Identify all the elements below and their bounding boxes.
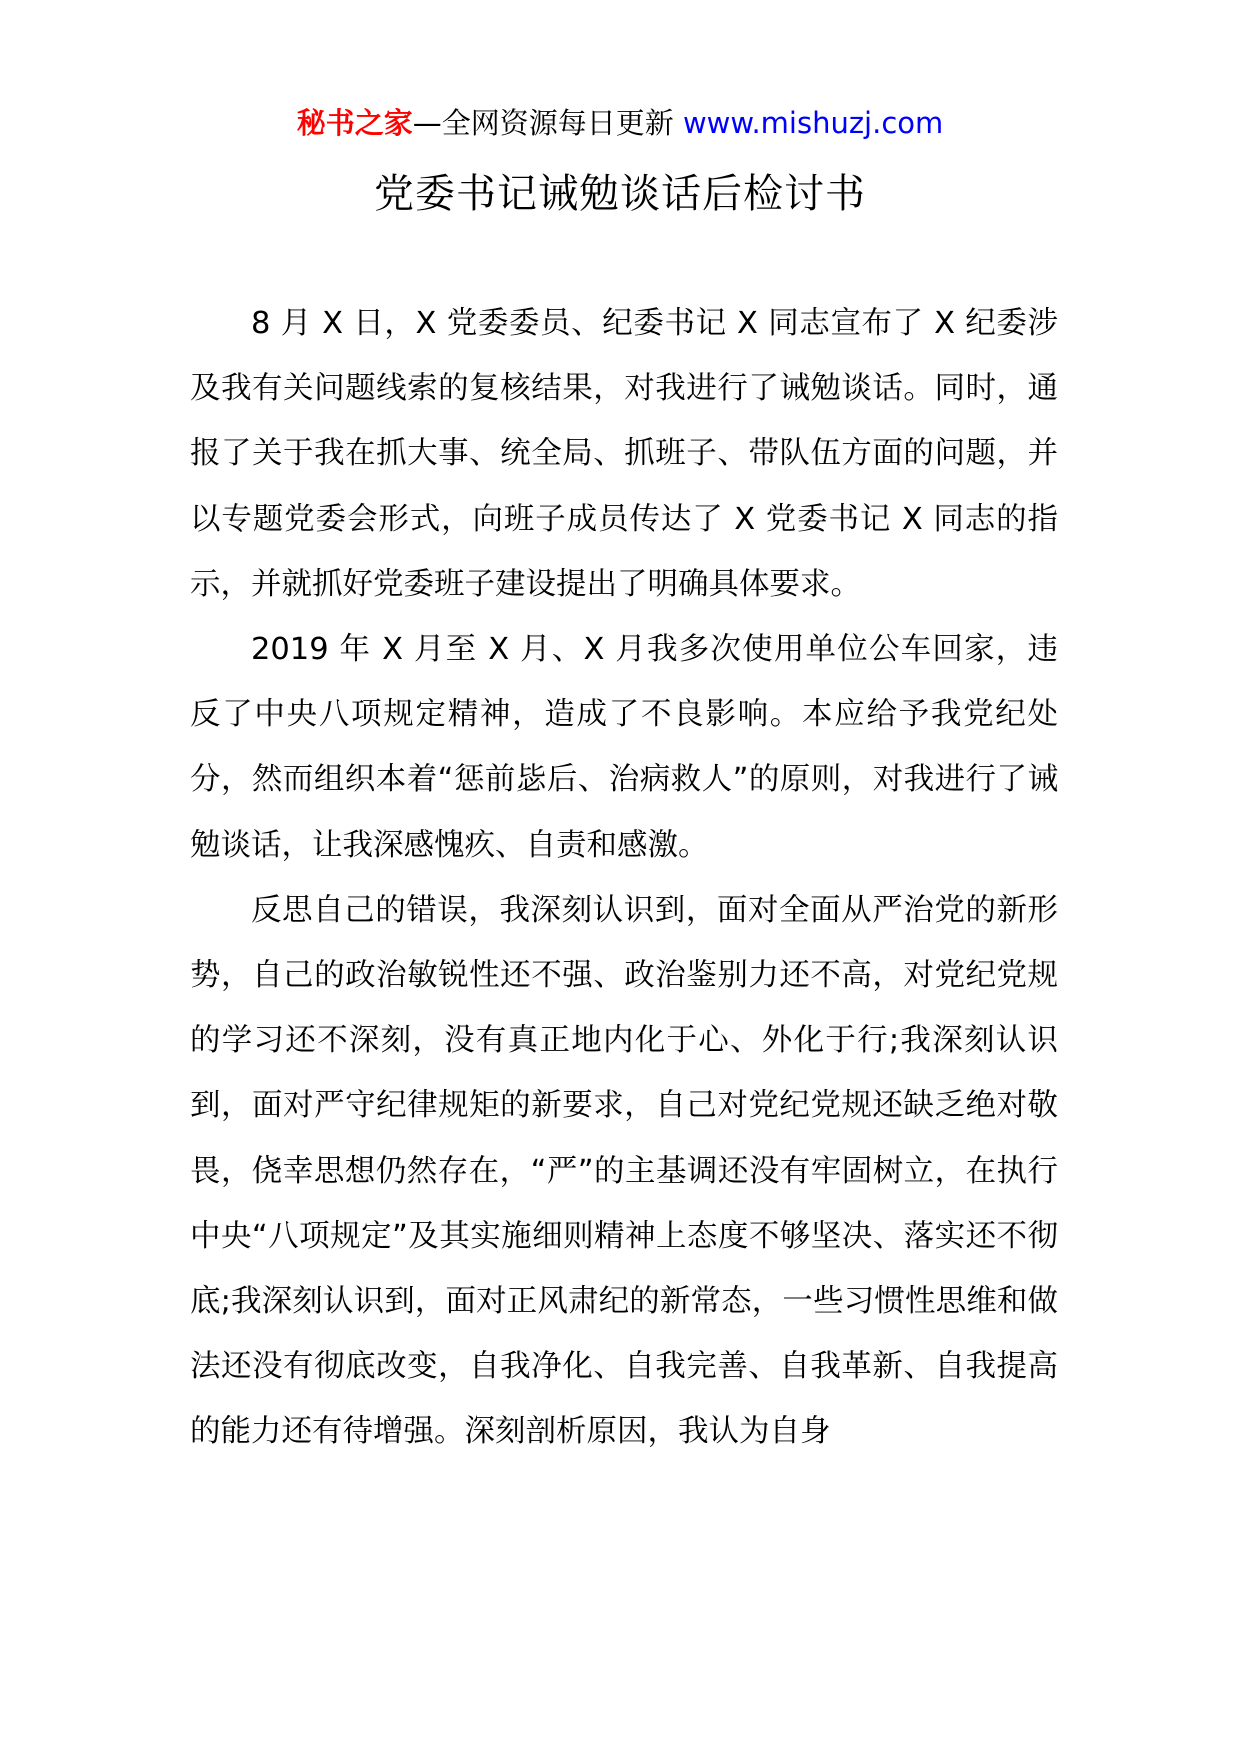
site-tagline: —全网资源每日更新 (412, 106, 683, 140)
paragraph-3: 反思自己的错误，我深刻认识到，面对全面从严治党的新形势，自己的政治敏锐性还不强、政治鉴别力还不高，对党纪党规的学习还不深刻，没有真正地内化于心、外化于行;我深刻认识到，面对严守纪律规矩的新要求，自己对党纪党规还缺乏绝对敬畏，侥幸思想仍然存在，“严”的主基调还没有牢固树立，在执行中央“八项规定”及其实施细则精神上态度不够坚决、落实还不彻底;我深刻认识到，面对正风肃纪的新常态，一些习惯性思维和做法还没有彻底改变，自我净化、自我完善、自我革新、自我提高的能力还有待增强。深刻剖析原因，我认为自身 (190, 892, 1058, 1450)
site-header (0, 100, 1240, 146)
document-title: 党委书记诫勉谈话后检讨书 (374, 171, 866, 217)
paragraph-2: 2019 年 X 月至 X 月、X 月我多次使用单位公车回家，违反了中央八项规定精神，造成了不良影响。本应给予我党纪处分，然而组织本着“惩前毖后、治病救人”的原则，对我进行了诫勉谈话，让我深感愧疚、自责和感激。 (190, 632, 1058, 863)
document-body (190, 291, 1058, 1465)
site-url-link[interactable]: www.mishuzj.com (682, 106, 944, 140)
brand-name: 秘书之家 (296, 106, 413, 140)
paragraph-1: 8 月 X 日，X 党委委员、纪委书记 X 同志宣布了 X 纪委涉及我有关问题线索的复核结果，对我进行了诫勉谈话。同时，通报了关于我在抓大事、统全局、抓班子、带队伍方面的问题，并以专题党委会形式，向班子成员传达了 X 党委书记 X 同志的指示，并就抓好党委班子建设提出了明确具体要求。 (190, 306, 1058, 602)
